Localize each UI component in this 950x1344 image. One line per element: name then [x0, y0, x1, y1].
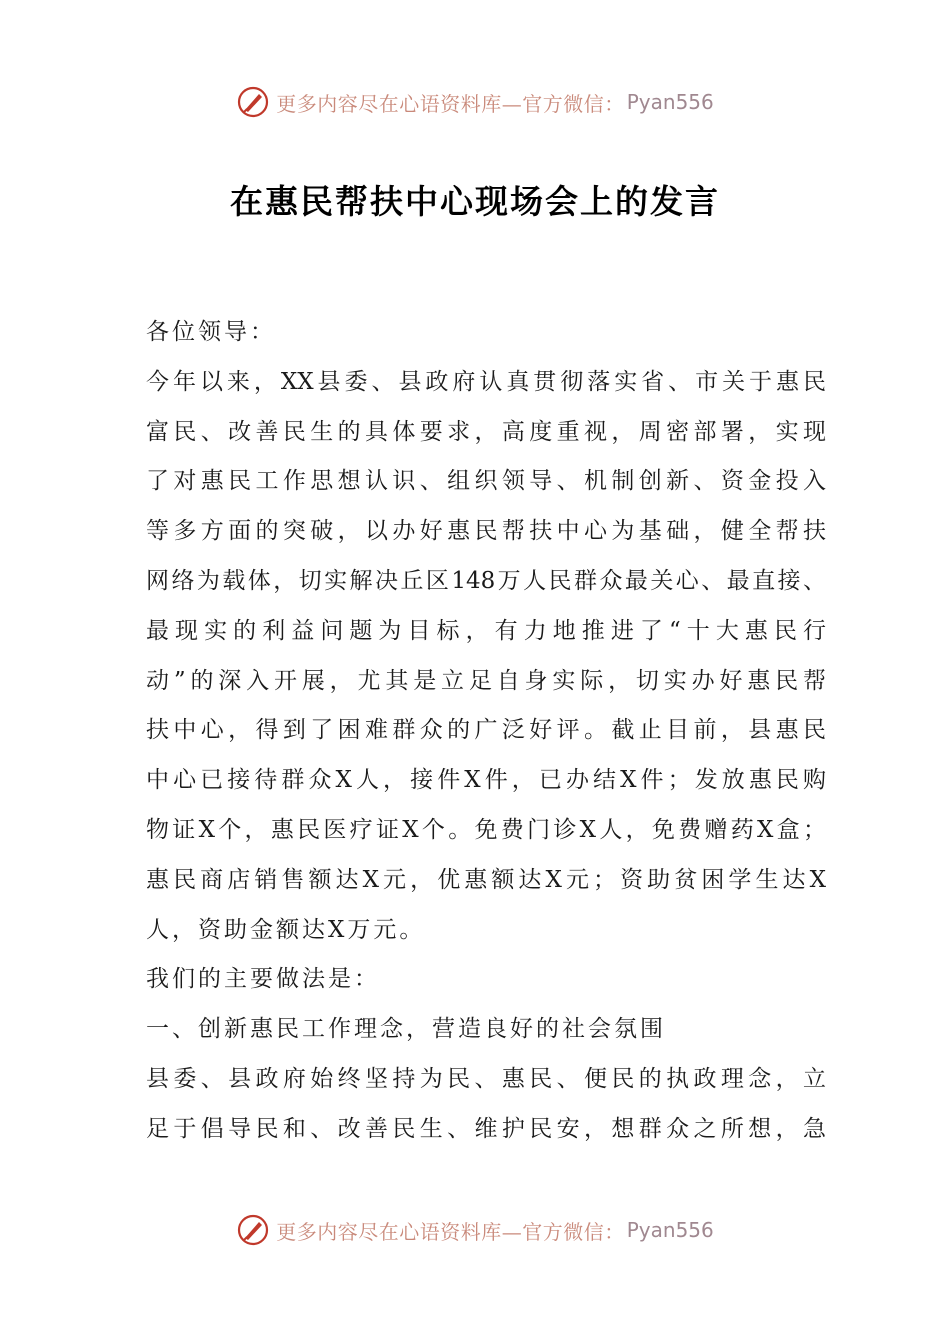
text-line: 人，资助金额达X万元。	[146, 916, 426, 943]
text-line: 富民、改善民生的具体要求，高度重视，周密部署，实现	[146, 418, 826, 445]
header-watermark-text: 更多内容尽在心语资料库—官方微信：	[276, 91, 625, 116]
footer-watermark	[0, 1210, 950, 1250]
text-line: 扶中心，得到了困难群众的广泛好评。截止目前，县惠民	[146, 717, 826, 744]
text-line: 中心已接待群众X人，接件X件，已办结X件；发放惠民购	[146, 767, 826, 794]
text-line: 动”的深入开展，尤其是立足自身实际，切实办好惠民帮	[146, 667, 826, 694]
section-heading: 一、创新惠民工作理念，营造良好的社会氛围	[146, 1016, 666, 1043]
text-line: 物证X个，惠民医疗证X个。免费门诊X人，免费赠药X盒；	[146, 816, 826, 843]
footer-wechat-id: Pyan556	[626, 1218, 714, 1242]
text-line: 各位领导：	[146, 319, 276, 345]
quill-logo-icon	[236, 85, 270, 119]
text-line: 县委、县政府始终坚持为民、惠民、便民的执政理念，立	[146, 1065, 826, 1092]
header-wechat-id: Pyan556	[626, 90, 714, 114]
text-line: 最现实的利益问题为目标，有力地推进了“十大惠民行	[146, 617, 826, 644]
text-line: 今年以来，XX县委、县政府认真贯彻落实省、市关于惠民	[146, 368, 826, 395]
text-line: 网络为载体，切实解决丘区148万人民群众最关心、最直接、	[146, 567, 826, 594]
header-watermark	[0, 82, 950, 122]
text-line: 了对惠民工作思想认识、组织领导、机制创新、资金投入	[146, 468, 826, 495]
page-title: 在惠民帮扶中心现场会上的发言	[230, 182, 720, 221]
quill-logo-icon	[236, 1213, 270, 1247]
text-line: 我们的主要做法是：	[146, 966, 380, 993]
text-line: 惠民商店销售额达X元，优惠额达X元；资助贫困学生达X	[146, 866, 826, 893]
footer-watermark-text: 更多内容尽在心语资料库—官方微信：	[276, 1219, 625, 1244]
text-line: 等多方面的突破，以办好惠民帮扶中心为基础，健全帮扶	[146, 518, 826, 545]
text-line: 足于倡导民和、改善民生、维护民安，想群众之所想，急	[146, 1115, 826, 1142]
document-body	[146, 308, 826, 1155]
